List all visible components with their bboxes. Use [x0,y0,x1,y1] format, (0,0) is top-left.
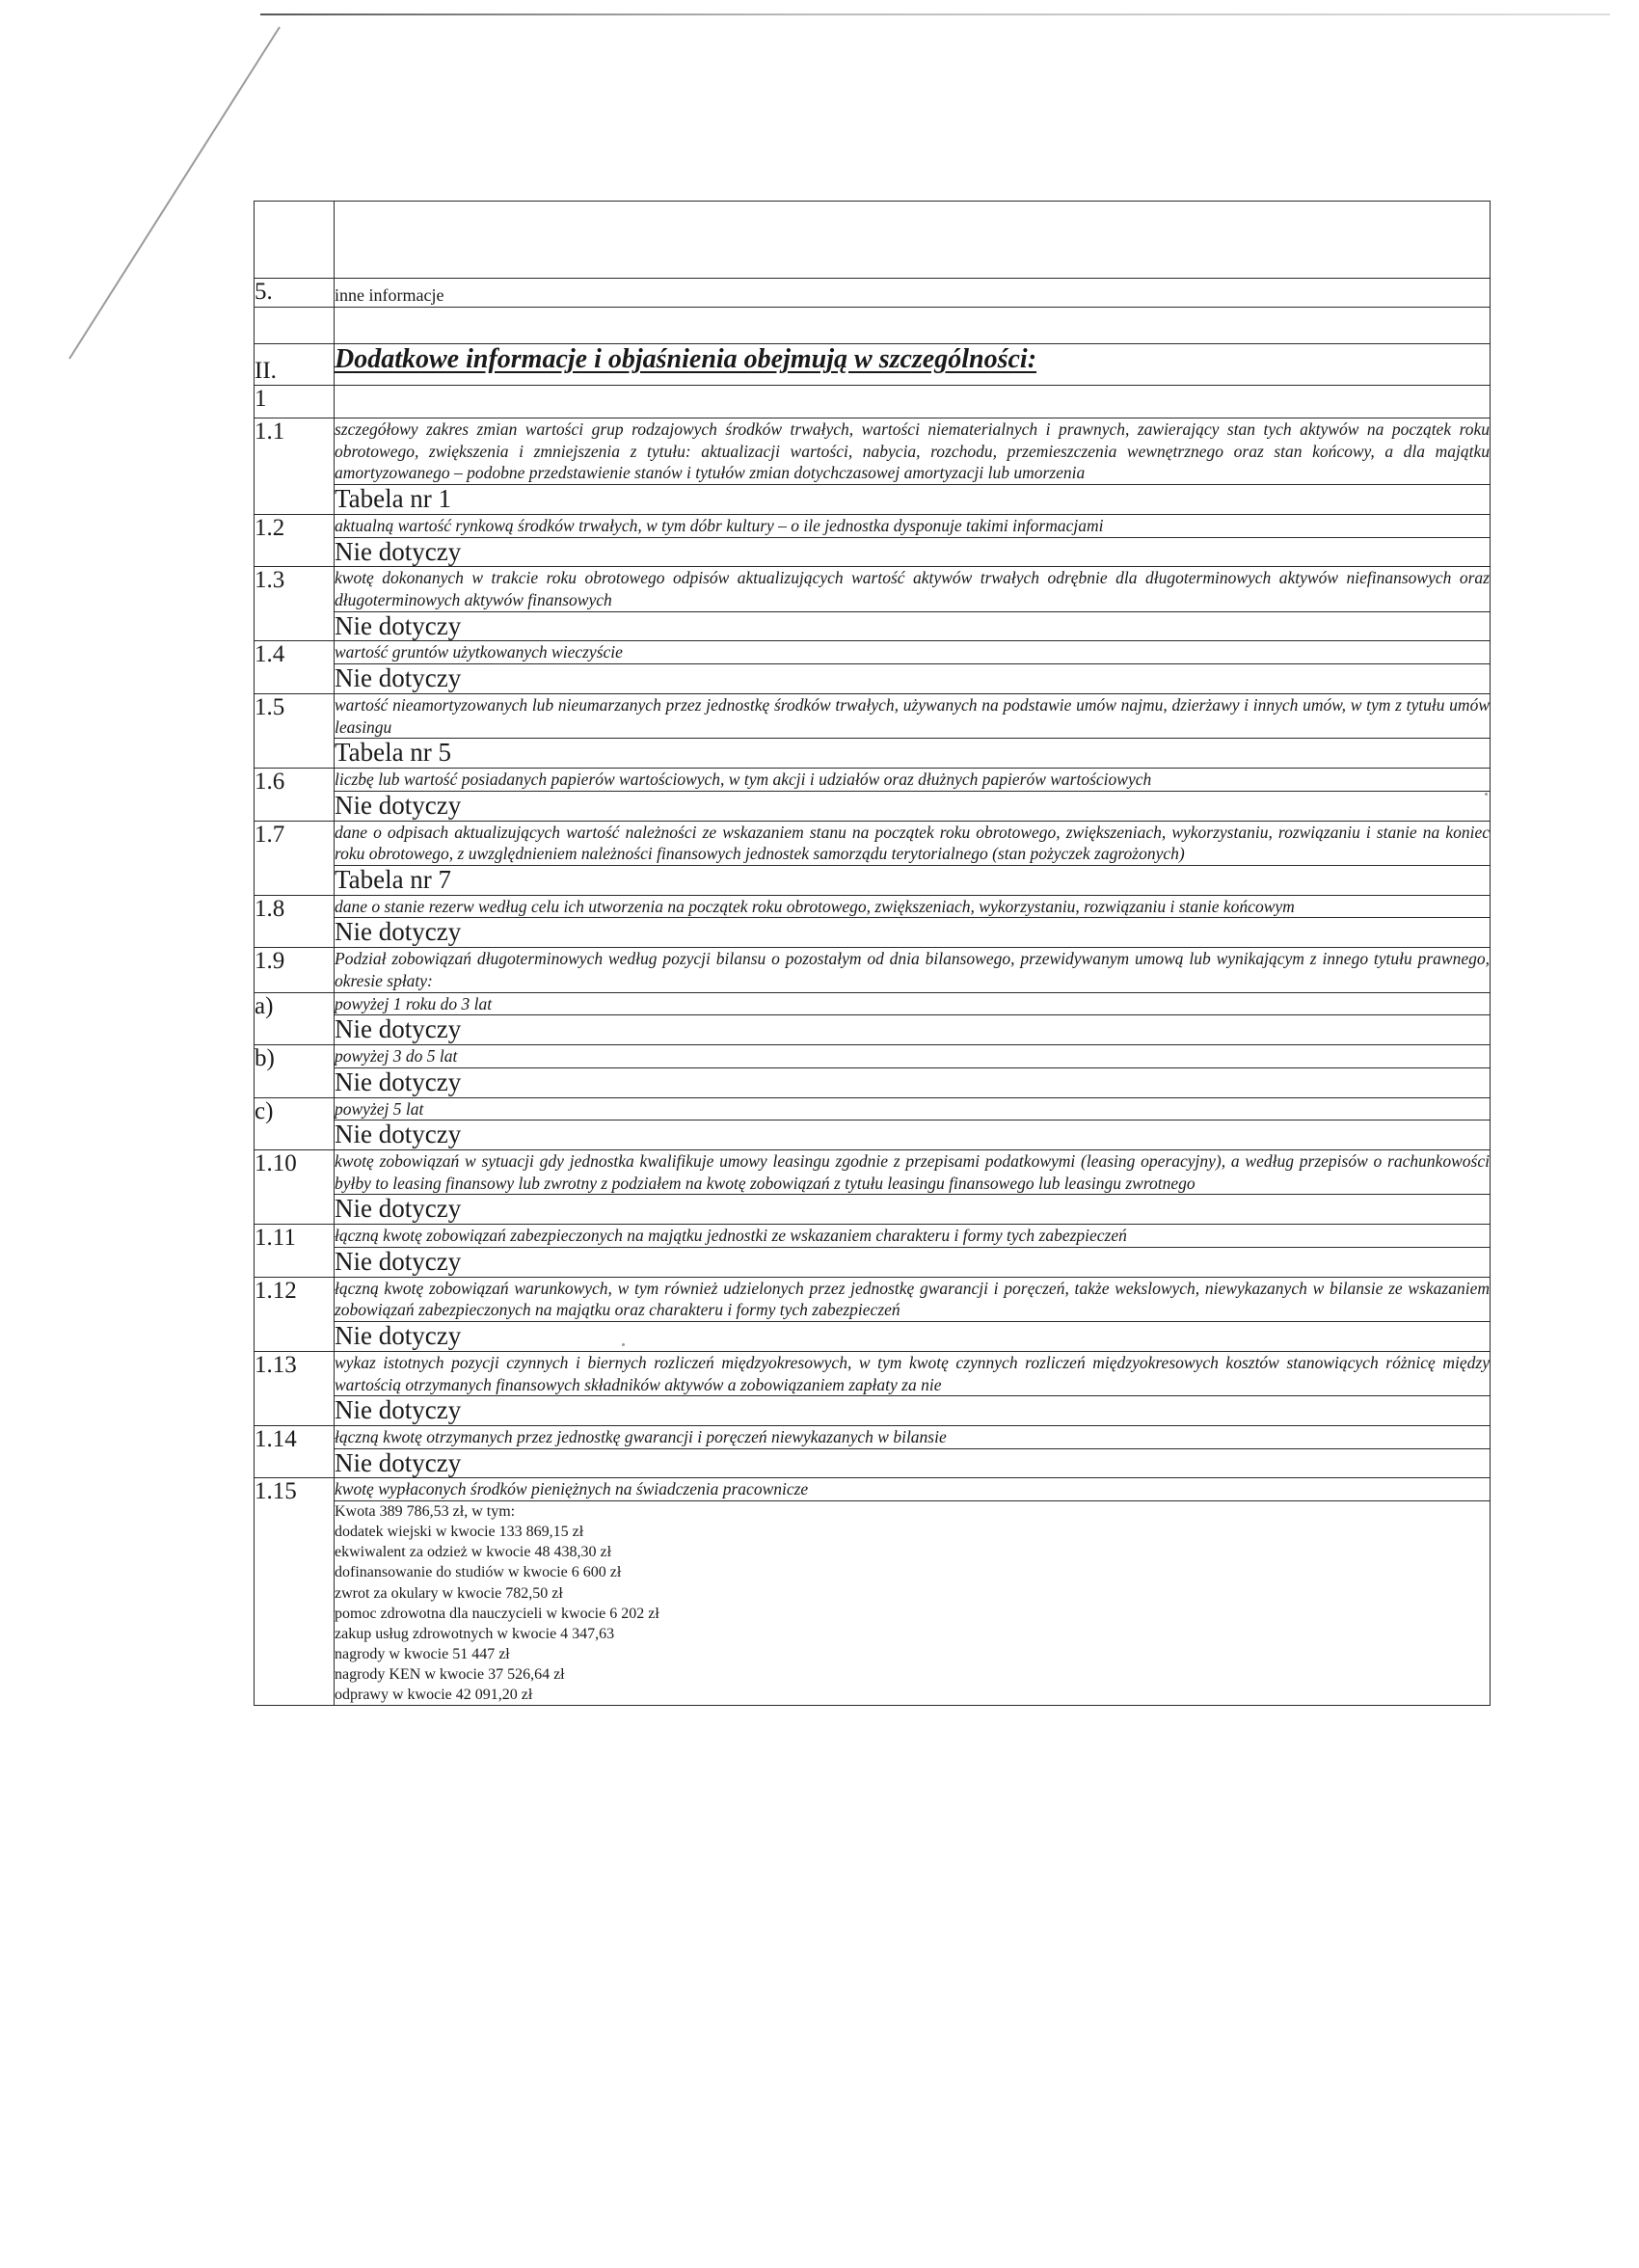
answer-row [255,791,1491,821]
group-1-row [255,385,1491,418]
item-row [255,418,1491,484]
item-number: 1.9 [255,948,335,993]
item-answer: Nie dotyczy [335,791,1491,821]
item-description: powyżej 5 lat [335,1097,1491,1120]
item-description: dane o odpisach aktualizujących wartość należności ze wskazaniem stanu na początek roku obrotowego, zwiększeniach, wykorzystaniu, rozwiązaniu i stanie na koniec roku obrotowego, z uwzględnieniem należności finansowych jednostek samorządu terytorialnego (stan pożyczek zagrożonych) [335,821,1491,866]
item-answer: Nie dotyczy [335,1015,1491,1045]
section-5-row [255,279,1491,308]
item-description: wartość nieamortyzowanych lub nieumarzanych przez jednostkę środków trwałych, używanych na podstawie umów najmu, dzierżawy i innych umów, w tym z tytułu umów leasingu [335,693,1491,739]
item-answer: Tabela nr 5 [335,739,1491,769]
item-answer: Nie dotyczy [335,1448,1491,1478]
item-description: łączną kwotę otrzymanych przez jednostkę gwarancji i poręczeń niewykazanych w bilansie [335,1425,1491,1448]
benefit-line: dodatek wiejski w kwocie 133 869,15 zł [335,1524,584,1541]
answer-row [255,1015,1491,1045]
item-number: a) [255,992,335,1044]
item-description: aktualną wartość rynkową środków trwałych, w tym dóbr kultury – o ile jednostka dysponuje takimi informacjami [335,514,1491,537]
item-answer: Nie dotyczy [335,1396,1491,1426]
benefit-line: Kwota 389 786,53 zł, w tym: [335,1503,516,1521]
item-number: 1.7 [255,821,335,895]
item-number: 1.5 [255,693,335,768]
item-row [255,769,1491,792]
item-number: 1.8 [255,895,335,947]
item-description: wartość gruntów użytkowanych wieczyście [335,641,1491,664]
item-answer: Tabela nr 7 [335,866,1491,896]
blank-row [255,202,1491,279]
item-description: wykaz istotnych pozycji czynnych i biernych rozliczeń międzyokresowych, w tym kwotę czynnych rozliczeń międzyokresowych kosztów stanowiących różnicę między wartością otrzymanych finansowych składników aktywów a zobowiązaniem zapłaty za nie [335,1351,1491,1396]
item-row [255,641,1491,664]
form-table [254,201,1491,1706]
item-description: kwotę wypłaconych środków pieniężnych na świadczenia pracownicze [335,1478,1491,1501]
row-number: 5. [255,279,335,308]
benefit-line: dofinansowanie do studiów w kwocie 6 600 zł [335,1564,622,1581]
answer-row [255,918,1491,948]
item-answer: Nie dotyczy [335,1247,1491,1277]
item-number: 1.10 [255,1149,335,1224]
item-number: 1.2 [255,514,335,566]
answer-row [255,1247,1491,1277]
item-answer: Nie dotyczy [335,537,1491,567]
scan-border-top [260,14,1610,15]
item-answer: Nie dotyczy [335,1322,1491,1352]
answer-row [255,1120,1491,1150]
item-number: 1.4 [255,641,335,693]
answer-row [255,739,1491,769]
benefits-breakdown [335,1501,1491,1706]
item-number: 1.12 [255,1277,335,1351]
item-description: łączną kwotę zobowiązań warunkowych, w tym również udzielonych przez jednostkę gwarancji i poręczeń, także wekslowych, niewykazanych w bilansie ze wskazaniem zobowiązań zabezpieczonych na majątku oraz charakteru i formy tych zabezpieczeń [335,1277,1491,1322]
item-description: kwotę dokonanych w trakcie roku obrotowego odpisów aktualizujących wartość aktywów trwałych odrębnie dla długoterminowych aktywów niefinansowych oraz długoterminowych aktywów finansowych [335,567,1491,612]
row-label: inne informacje [335,279,1491,308]
answer-row [255,866,1491,896]
section-heading: Dodatkowe informacje i objaśnienia obejmują w szczególności: [335,344,1491,386]
item-number: 1.14 [255,1425,335,1477]
item-answer: Nie dotyczy [335,1067,1491,1097]
answer-row [255,485,1491,515]
item-row [255,1351,1491,1396]
benefit-line: nagrody w kwocie 51 447 zł [335,1645,510,1662]
item-description: kwotę zobowiązań w sytuacji gdy jednostka kwalifikuje umowy leasingu zgodnie z przepisami podatkowymi (leasing operacyjny), a według przepisów o rachunkowości byłby to leasing finansowy lub zwrotny z podziałem na kwotę zobowiązań z tytułu leasingu finansowego lub leasingu zwrotnego [335,1149,1491,1195]
answer-row [255,611,1491,641]
item-answer: Nie dotyczy [335,1195,1491,1225]
benefit-line: ekwiwalent za odzież w kwocie 48 438,30 zł [335,1544,612,1561]
answer-row [255,664,1491,694]
benefit-line: nagrody KEN w kwocie 37 526,64 zł [335,1666,565,1684]
section-ii-row [255,344,1491,386]
item-row [255,693,1491,739]
item-row [255,1225,1491,1248]
item-number: 1.15 [255,1478,335,1706]
item-row [255,1149,1491,1195]
item-description: dane o stanie rezerw według celu ich utworzenia na początek roku obrotowego, zwiększeniach, wykorzystaniu, rozwiązaniu i stanie końcowym [335,895,1491,918]
item-description: liczbę lub wartość posiadanych papierów wartościowych, w tym akcji i udziałów oraz dłużnych papierów wartościowych [335,769,1491,792]
row-number: II. [255,344,335,386]
item-description: łączną kwotę zobowiązań zabezpieczonych na majątku jednostki ze wskazaniem charakteru i formy tych zabezpieczeń [335,1225,1491,1248]
answer-row [255,1322,1491,1352]
benefit-line: pomoc zdrowotna dla nauczycieli w kwocie 6 202 zł [335,1605,659,1622]
item-number: b) [255,1045,335,1097]
benefit-line: odprawy w kwocie 42 091,20 zł [335,1687,533,1704]
item-row [255,1097,1491,1120]
answer-row [255,1396,1491,1426]
item-answer: Nie dotyczy [335,664,1491,694]
item-description: powyżej 3 do 5 lat [335,1045,1491,1068]
item-row [255,992,1491,1015]
item-row [255,1478,1491,1501]
answer-row [255,537,1491,567]
item-number: 1.6 [255,769,335,821]
item-row [255,1045,1491,1068]
benefit-line: zwrot za okulary w kwocie 782,50 zł [335,1584,563,1602]
details-row [255,1501,1491,1706]
item-row [255,821,1491,866]
row-number: 1 [255,385,335,418]
item-answer: Nie dotyczy [335,918,1491,948]
item-row [255,948,1491,993]
blank-row [255,308,1491,344]
item-row [255,567,1491,612]
item-row [255,514,1491,537]
item-row [255,1425,1491,1448]
item-answer: Tabela nr 1 [335,485,1491,515]
item-row [255,895,1491,918]
item-description: powyżej 1 roku do 3 lat [335,992,1491,1015]
item-row [255,1277,1491,1322]
item-number: 1.3 [255,567,335,641]
benefit-line: zakup usług zdrowotnych w kwocie 4 347,63 [335,1625,615,1642]
item-number: 1.11 [255,1225,335,1277]
item-answer: Nie dotyczy [335,1120,1491,1150]
answer-row [255,1448,1491,1478]
answer-row [255,1067,1491,1097]
item-description: szczegółowy zakres zmian wartości grup rodzajowych środków trwałych, wartości niematerialnych i prawnych, zawierający stan tych aktywów na początek roku obrotowego, zwiększenia i zmniejszenia z tytułu: aktualizacji wartości, nabycia, rozchodu, przemieszczenia wewnętrznego oraz stan końcowy, a dla majątku amortyzowanego – podobne przedstawienie stanów i tytułów zmian dotychczasowej amortyzacji lub umorzenia [335,418,1491,484]
item-number: c) [255,1097,335,1149]
item-number: 1.1 [255,418,335,514]
item-description: Podział zobowiązań długoterminowych według pozycji bilansu o pozostałym od dnia bilansowego, przewidywanym umową lub wynikającym z innego tytułu prawnego, okresie spłaty: [335,948,1491,993]
item-answer: Nie dotyczy [335,611,1491,641]
answer-row [255,1195,1491,1225]
item-number: 1.13 [255,1351,335,1425]
